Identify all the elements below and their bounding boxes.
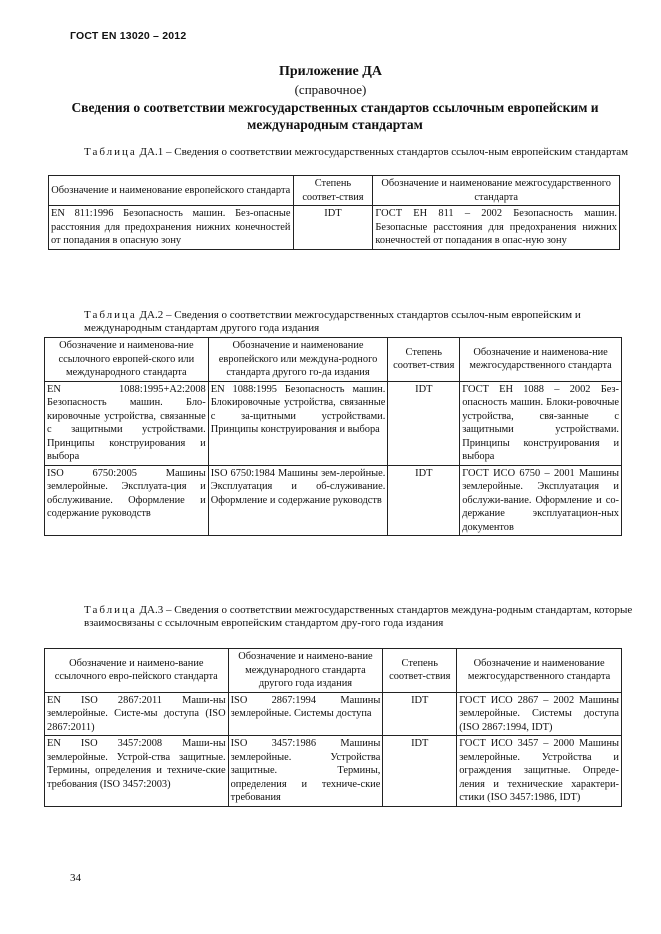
page-number: 34 xyxy=(70,872,81,884)
table2-caption-label: Таблица xyxy=(84,309,137,321)
table-header-cell: Степень соответ-ствия xyxy=(388,338,460,382)
table3-caption-label: Таблица xyxy=(84,604,137,616)
table-header-cell: Обозначение и наимено-вание международного стандарта другого года издания xyxy=(228,649,383,693)
table-cell: IDT xyxy=(383,736,457,807)
table-cell: ISO 6750:2005 Машины землеройные. Эксплуата-ция и обслуживание. Оформление и содержание руководств xyxy=(45,465,209,536)
table-cell: ГОСТ ИСО 6750 – 2001 Машины землеройные. Эксплуатация и обслужи-вание. Оформление и со-держание эксплуатацион-ных документов xyxy=(460,465,622,536)
table-row xyxy=(45,736,622,807)
table3-caption xyxy=(48,604,644,630)
table-header-cell: Степень соответ-ствия xyxy=(293,176,373,206)
table-header-cell: Обозначение и наименование межгосударственного стандарта xyxy=(373,176,620,206)
table2-caption xyxy=(48,309,644,335)
table-header-cell: Обозначение и наименование европейского или междуна-родного стандарта другого го-да издания xyxy=(208,338,388,382)
table-header-row xyxy=(45,338,622,382)
table-header-cell: Обозначение и наименова-ние ссылочного европей-ского или международного стандарта xyxy=(45,338,209,382)
table-cell: EN ISO 2867:2011 Маши-ны землеройные. Систе-мы доступа (ISO 2867:2011) xyxy=(45,692,229,736)
table-row xyxy=(45,692,622,736)
table-cell: IDT xyxy=(383,692,457,736)
table1-caption-text: ДА.1 – Сведения о соответствии межгосударственных стандартов ссылоч-ным европейским стандартам xyxy=(136,146,629,158)
table-cell: EN 1088:1995+A2:2008 Безопасность машин. Бло-кировочные устройства, связанные с защитными устройствами. Принципы конструирования и выбора xyxy=(45,381,209,465)
table1-caption-label: Таблица xyxy=(84,146,137,158)
table-row xyxy=(45,465,622,536)
table-header-cell: Обозначение и наименование межгосударственного стандарта xyxy=(457,649,622,693)
annex-heading: Сведения о соответствии межгосударственных стандартов ссылочным европейским и международным стандартам xyxy=(71,100,599,132)
table2 xyxy=(44,337,622,536)
table1 xyxy=(48,175,620,250)
table3-caption-text: ДА.3 – Сведения о соответствии межгосударственных стандартов междуна-родным стандартам, которые взаимосвязаны с ссылочным европейским стандартом дру-гого года издания xyxy=(84,604,633,629)
annex-subtitle: (справочное) xyxy=(294,82,367,97)
table-row xyxy=(45,381,622,465)
table-header-cell: Обозначение и наименование европейского стандарта xyxy=(49,176,294,206)
table-cell: ISO 2867:1994 Машины землеройные. Системы доступа xyxy=(228,692,383,736)
table-cell: IDT xyxy=(293,206,373,250)
table-cell: EN 1088:1995 Безопасность машин. Блокировочные устройства, связанные с за-щитными устройствами. Принципы конструирования и выбора xyxy=(208,381,388,465)
table2-caption-text: ДА.2 – Сведения о соответствии межгосударственных стандартов ссылоч-ным европейским и международным стандартам другого года издания xyxy=(84,309,581,334)
table-cell: EN ISO 3457:2008 Маши-ны землеройные. Устрой-ства защитные. Термины, определения и техниче-ские требования (ISO 3457:2003) xyxy=(45,736,229,807)
table-cell: IDT xyxy=(388,465,460,536)
table-header-cell: Обозначение и наименова-ние межгосударственного стандарта xyxy=(460,338,622,382)
table-cell: EN 811:1996 Безопасность машин. Без-опасные расстояния для предохранения нижних конечностей от попадания в опасную зону xyxy=(49,206,294,250)
table-cell: ГОСТ ЕН 811 – 2002 Безопасность машин. Безопасные расстояния для предохранения нижних конечностей от попадания в опас-ную зону xyxy=(373,206,620,250)
table-cell: ГОСТ ИСО 2867 – 2002 Машины землеройные. Системы доступа (ISO 2867:1994, IDT) xyxy=(457,692,622,736)
table-cell: ГОСТ ИСО 3457 – 2000 Машины землеройные. Устройства и ограждения защитные. Опреде-ления и технические характери-стики (ISO 3457:1986, IDT) xyxy=(457,736,622,807)
annex-title: Приложение ДА xyxy=(278,64,383,79)
table-header-cell: Обозначение и наимено-вание ссылочного евро-пейского стандарта xyxy=(45,649,229,693)
table-header-row xyxy=(49,176,620,206)
table-header-row xyxy=(45,649,622,693)
document-header: ГОСТ EN 13020 – 2012 xyxy=(70,30,187,42)
table-cell: ГОСТ ЕН 1088 – 2002 Без-опасность машин. Блоки-ровочные устройства, свя-занные с защитными устройствами. Принципы конструирования и выбора xyxy=(460,381,622,465)
table-row xyxy=(49,206,620,250)
table-cell: ISO 6750:1984 Машины зем-леройные. Эксплуатация и об-служивание. Оформление и содержание руководств xyxy=(208,465,388,536)
table3 xyxy=(44,648,622,807)
table-cell: ISO 3457:1986 Машины землеройные. Устройства защитные. Термины, определения и техниче-ские требования xyxy=(228,736,383,807)
table-header-cell: Степень соответ-ствия xyxy=(383,649,457,693)
table1-caption xyxy=(48,146,644,159)
table-cell: IDT xyxy=(388,381,460,465)
